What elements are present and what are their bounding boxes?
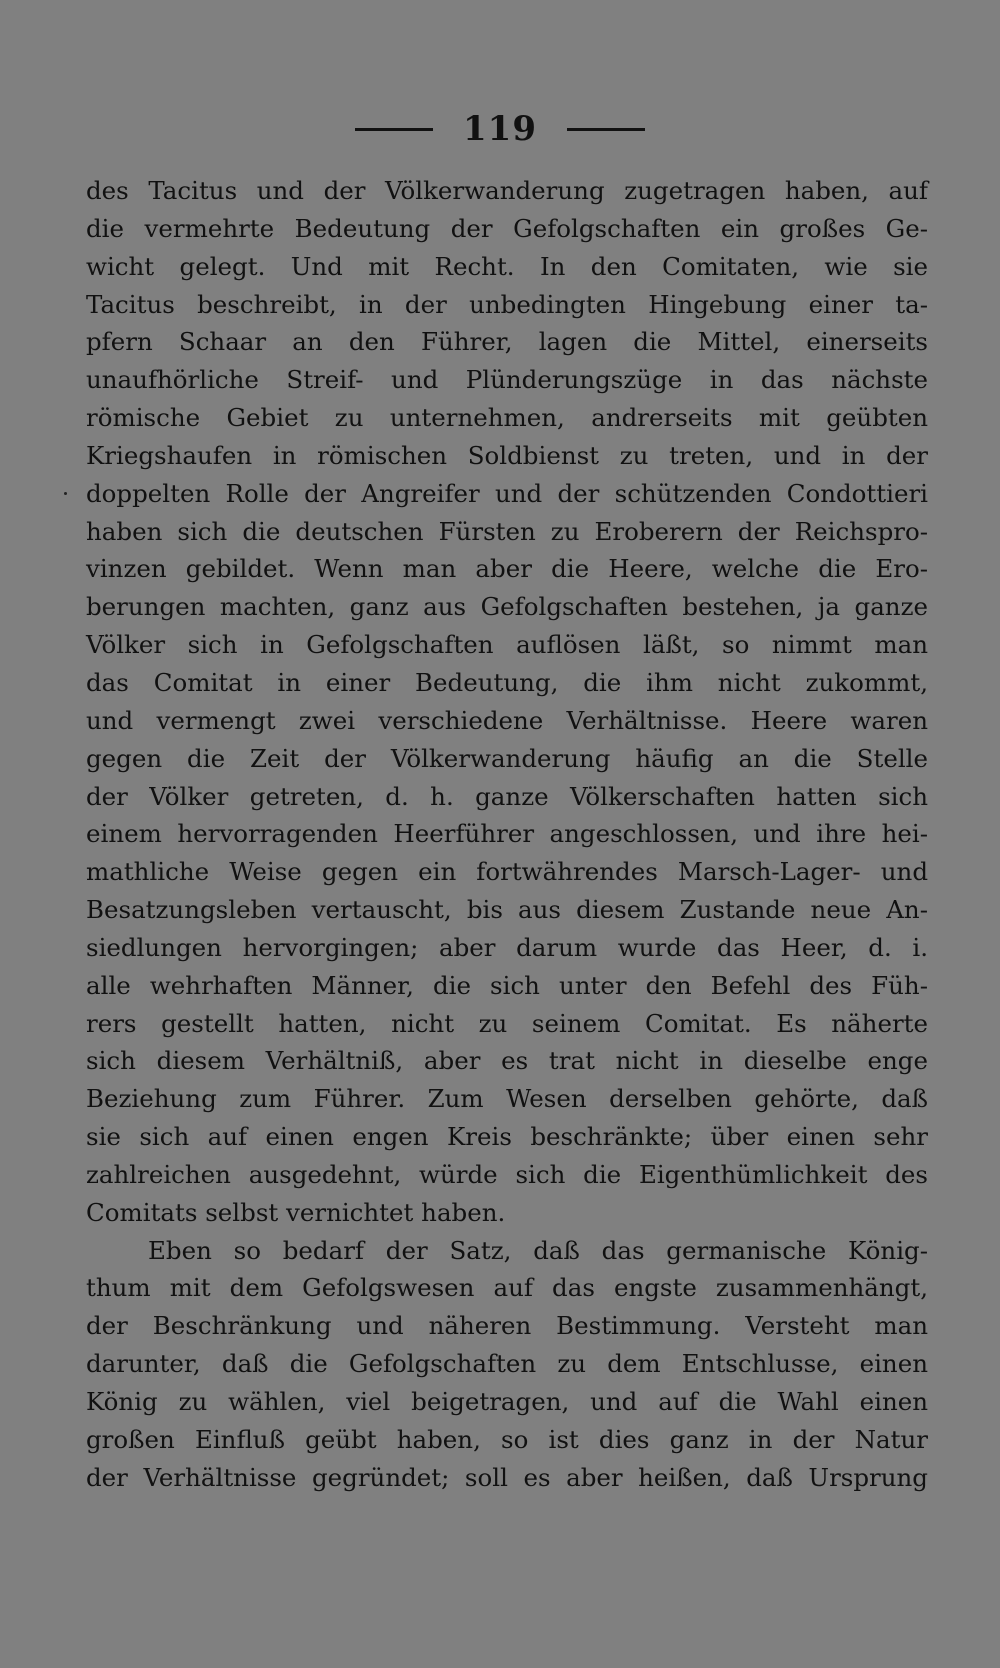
margin-mark — [64, 492, 67, 495]
text-line: des Tacitus und der Völkerwanderung zugetragen haben, auf — [86, 176, 928, 205]
text-line: doppelten Rolle der Angreifer und der schützenden Condottieri — [86, 478, 928, 508]
text-line: zahlreichen ausgedehnt, würde sich die Eigenthümlichkeit des — [86, 1159, 928, 1189]
text-line: einem hervorragenden Heerführer angeschlossen, und ihre hei- — [86, 819, 928, 849]
text-line: wicht gelegt. Und mit Recht. In den Comitaten, wie sie — [86, 251, 928, 281]
text-line: und vermengt zwei verschiedene Verhältnisse. Heere waren — [86, 705, 928, 735]
text-line: alle wehrhaften Männer, die sich unter den Befehl des Füh- — [86, 970, 928, 1000]
text-line: Tacitus beschreibt, in der unbedingten Hingebung einer ta- — [86, 289, 928, 319]
text-line: rers gestellt hatten, nicht zu seinem Comitat. Es näherte — [86, 1008, 928, 1038]
text-line: König zu wählen, viel beigetragen, und auf die Wahl einen — [86, 1387, 928, 1416]
text-line: unaufhörliche Streif- und Plünderungszüge in das nächste — [86, 365, 928, 395]
text-line: vinzen gebildet. Wenn man aber die Heere, welche die Ero- — [86, 554, 928, 584]
text-line: sich diesem Verhältniß, aber es trat nicht in dieselbe enge — [86, 1046, 928, 1076]
page-header — [0, 104, 1000, 154]
text-line: haben sich die deutschen Fürsten zu Eroberern der Reichspro- — [86, 516, 928, 546]
text-line: der Beschränkung und näheren Bestimmung. Versteht man — [86, 1311, 928, 1341]
text-line: Beziehung zum Führer. Zum Wesen derselben gehörte, daß — [86, 1084, 928, 1114]
text-line: römische Gebiet zu unternehmen, andrerseits mit geübten — [86, 403, 928, 433]
text-line: mathliche Weise gegen ein fortwährendes Marsch-Lager- und — [86, 857, 928, 887]
text-line: darunter, daß die Gefolgschaften zu dem Entschlusse, einen — [86, 1349, 928, 1379]
text-line: das Comitat in einer Bedeutung, die ihm nicht zukommt, — [86, 667, 928, 697]
paragraph-end-line: Comitats selbst vernichtet haben. — [86, 1197, 506, 1227]
text-line: Besatzungsleben vertauscht, bis aus diesem Zustande neue An- — [86, 895, 928, 925]
text-line: thum mit dem Gefolgswesen auf das engste zusammenhängt, — [86, 1273, 928, 1303]
body-text — [86, 172, 928, 1572]
text-line: Völker sich in Gefolgschaften auflösen läßt, so nimmt man — [86, 630, 928, 660]
text-line: großen Einfluß geübt haben, so ist dies ganz in der Natur — [86, 1424, 928, 1454]
right-rule — [567, 128, 645, 131]
left-rule — [355, 128, 433, 131]
text-line: der Völker getreten, d. h. ganze Völkerschaften hatten sich — [86, 781, 928, 811]
text-line: berungen machten, ganz aus Gefolgschaften bestehen, ja ganze — [86, 592, 928, 622]
text-line: der Verhältnisse gegründet; soll es aber heißen, daß Ursprung — [86, 1462, 928, 1492]
page-number: 119 — [463, 109, 537, 149]
text-line: sie sich auf einen engen Kreis beschränkte; über einen sehr — [86, 1122, 928, 1152]
text-line: pfern Schaar an den Führer, lagen die Mittel, einerseits — [86, 327, 928, 357]
text-line: siedlungen hervorgingen; aber darum wurde das Heer, d. i. — [86, 932, 928, 962]
text-line: die vermehrte Bedeutung der Gefolgschaften ein großes Ge- — [86, 213, 928, 243]
text-line: Kriegshaufen in römischen Soldbienst zu treten, und in der — [86, 440, 928, 470]
paragraph-start-line: Eben so bedarf der Satz, daß das germanische König- — [148, 1235, 928, 1265]
text-line: gegen die Zeit der Völkerwanderung häufig an die Stelle — [86, 743, 928, 773]
